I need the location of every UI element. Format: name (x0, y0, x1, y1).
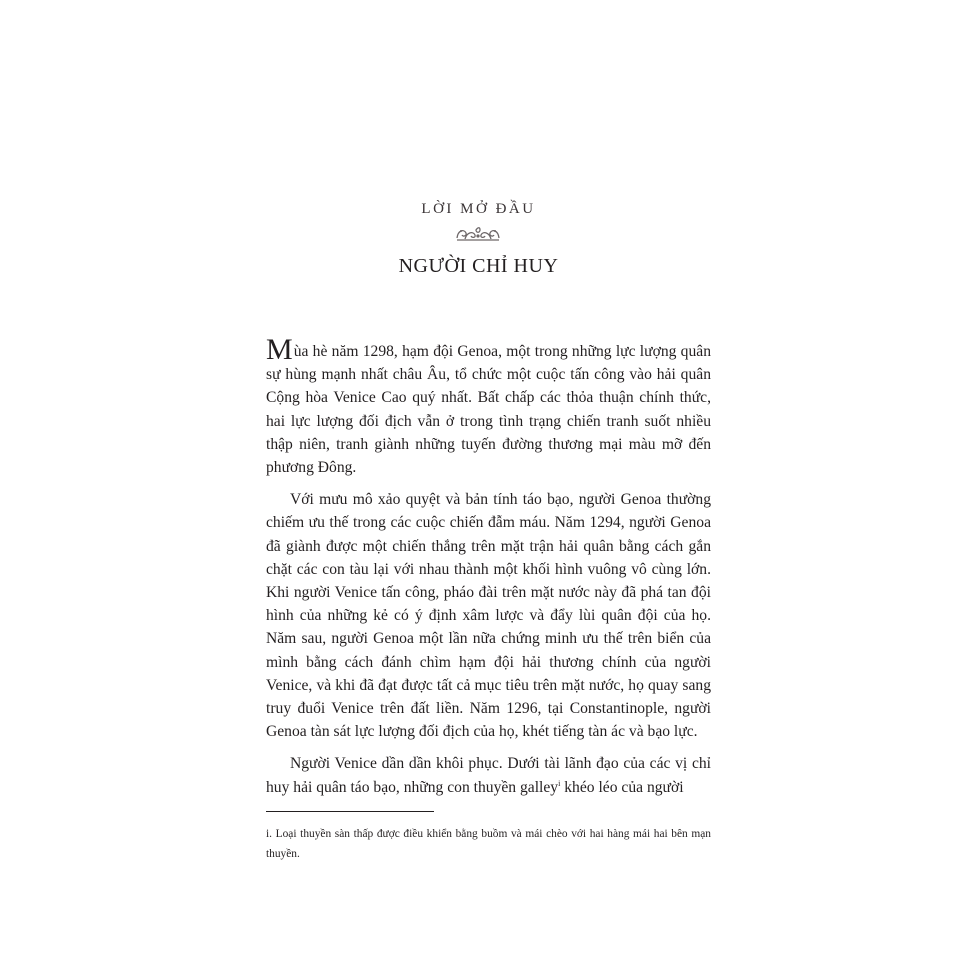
body-text (266, 333, 711, 808)
paragraph-3-text: Người Venice dần dần khôi phục. Dưới tài lãnh đạo của các vị chỉ huy hải quân táo bạo, những con thuyền galley (266, 755, 711, 796)
floral-ornament-icon (455, 226, 501, 242)
chapter-kicker: LỜI MỞ ĐẦU (421, 201, 536, 217)
footnote-marker: i (558, 778, 561, 788)
paragraph-1 (266, 333, 711, 479)
footnote: i. Loại thuyền sàn thấp được điều khiển bằng buồm và mái chèo với hai hàng mái hai bên mạn thuyền. (266, 828, 711, 860)
drop-cap: M (266, 333, 293, 366)
paragraph-2: Với mưu mô xảo quyệt và bản tính táo bạo, người Genoa thường chiếm ưu thế trong các cuộc chiến đẫm máu. Năm 1294, người Genoa đã giành được một chiến thắng trên mặt trận hải quân bằng cách gắn chặt các con tàu lại với nhau thành một khối hình vuông vô cùng lớn. Khi người Venice tấn công, pháo đài trên mặt nước này đã phá tan đội hình của những kẻ có ý định xâm lược và đẩy lùi quân đội của họ. Năm sau, người Genoa một lần nữa chứng minh ưu thế trên biển của mình bằng cách đánh chìm hạm đội hải thương chính của người Venice, và khi đã đạt được tất cả mục tiêu trên mặt nước, họ quay sang truy đuổi Venice trên đất liền. Năm 1296, tại Constantinople, người Genoa tàn sát lực lượng đối địch của họ, khét tiếng tàn ác và bạo lực. (266, 491, 711, 741)
chapter-title: NGƯỜI CHỈ HUY (398, 255, 559, 277)
paragraph-1-text: ùa hè năm 1298, hạm đội Genoa, một trong những lực lượng quân sự hùng mạnh nhất châu Âu, tổ chức một cuộc tấn công vào hải quân Cộng hòa Venice Cao quý nhất. Bất chấp các thỏa thuận chính thức, hai lực lượng đối địch vẫn ở trong tình trạng chiến tranh suốt nhiều thập niên, tranh giành những tuyến đường thương mại màu mỡ đến phương Đông. (266, 343, 711, 477)
paragraph-3 (266, 752, 711, 798)
footnote-divider (266, 811, 434, 812)
paragraph-3-text-end: khéo léo của người (560, 778, 684, 796)
